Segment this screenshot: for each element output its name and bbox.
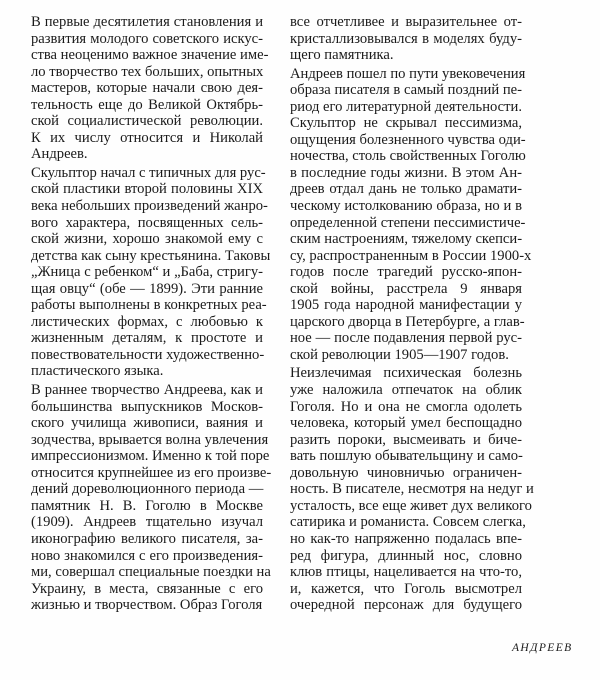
text-line: работы выполнены в конкретных реа-: [31, 297, 267, 314]
text-line: царского дворца в Петербурге, а глав-: [290, 313, 525, 330]
text-line: века небольших произведений жанро-: [31, 198, 268, 215]
text-line: щего памятника.: [290, 47, 394, 64]
text-line: ново знакомился с его произведения-: [31, 547, 263, 564]
text-line: ской войны, расстрела 9 января: [290, 280, 522, 297]
text-line: ской пластики второй половины XIX: [31, 181, 263, 198]
text-line: В раннее творчество Андреева, как и: [31, 382, 263, 399]
right-text-column: [290, 14, 534, 616]
text-line: риод его литературной деятельности.: [290, 98, 522, 115]
text-line: клюв птицы, нацеливается на что-то,: [290, 564, 522, 581]
text-line: жизнью и творчеством. Образ Гоголя: [31, 597, 263, 614]
text-line: ность. В писателе, несмотря на недуг и: [290, 481, 534, 498]
text-line: относится крупнейшее из его произве-: [31, 464, 272, 481]
text-line: листических формах, с любовью к: [31, 313, 263, 330]
text-line: большинства выпускников Москов-: [31, 398, 263, 415]
text-line: детства как сыну крестьянина. Таковы: [31, 247, 271, 264]
paragraph: [290, 65, 532, 364]
paragraph: [31, 14, 269, 163]
text-line: ства неоценимо важное значение име-: [31, 47, 269, 64]
text-line: ским настроениям, тяжелому скепси-: [290, 231, 523, 248]
text-line: ми, совершал специальные поездки на: [31, 564, 271, 581]
text-line: сатирика и романиста. Совсем слегка,: [290, 514, 526, 531]
text-line: повествовательности художественно-: [31, 346, 265, 363]
text-line: В первые десятилетия становления и: [31, 14, 263, 30]
text-line: в последние годы жизни. В этом Ан-: [290, 164, 522, 181]
left-text-column: [31, 14, 272, 616]
text-line: зодчества, врывается волна увлечения: [31, 431, 269, 448]
text-line: и, кажется, что Гоголь высмотрел: [290, 580, 522, 597]
text-line: образа писателя в самый поздний пе-: [290, 82, 522, 99]
text-line: су, распространенным в России 1900-х: [290, 247, 532, 264]
text-line: усталость, все еще живет дух великого: [290, 497, 532, 514]
text-line: довольную чиновничью ограничен-: [290, 464, 522, 481]
text-line: дреев отдал дань не только драмати-: [290, 181, 522, 198]
text-line: ред фигура, длинный нос, словно: [290, 547, 522, 564]
text-line: мастеров, которые начали свою дея-: [31, 80, 263, 97]
text-line: ное — после подавления первой рус-: [290, 330, 522, 347]
text-line: ночества, столь свойственных Гоголю: [290, 148, 526, 165]
text-line: ло творчество тех больших, опытных: [31, 63, 264, 80]
text-line: памятник Н. В. Гоголю в Москве: [31, 497, 263, 514]
text-line: ской революции 1905—1907 годов.: [290, 346, 509, 363]
text-line: щая овцу“ (обе — 1899). Эти ранние: [31, 280, 263, 297]
running-footer: АНДРЕЕВ: [512, 642, 573, 654]
paragraph: [31, 164, 271, 380]
text-line: Гоголя. Но и она не смогла одолеть: [290, 398, 522, 415]
text-line: ощущения болезненного чувства оди-: [290, 131, 526, 148]
text-line: развития молодого советского искус-: [31, 30, 263, 47]
text-line: ской жизни, хорошо знакомой ему с: [31, 231, 263, 248]
text-line: дений дореволюционного периода —: [31, 481, 264, 498]
text-line: но как-то напряженно подалась впе-: [290, 530, 522, 547]
text-line: разить пороки, высмеивать и биче-: [290, 431, 522, 448]
paragraph: [290, 14, 522, 64]
text-line: годов после трагедий русско-япон-: [290, 264, 522, 281]
text-line: импрессионизмом. Именно к той поре: [31, 448, 270, 465]
text-line: определенной степени пессимистиче-: [290, 214, 526, 231]
text-line: Андреев пошел по пути увековечения: [290, 65, 526, 82]
text-line: ской социалистической революции.: [31, 113, 263, 130]
text-line: вого характера, посвященных сель-: [31, 214, 263, 231]
text-line: все отчетливее и выразительнее от-: [290, 14, 522, 30]
text-line: К их числу относится и Николай: [31, 129, 263, 146]
paragraph: [31, 382, 272, 614]
text-line: очередной персонаж для будущего: [290, 597, 522, 614]
text-line: ского училища живописи, ваяния и: [31, 415, 263, 432]
text-line: человека, который умел беспощадно: [290, 415, 522, 432]
paragraph: [290, 365, 534, 614]
text-line: (1909). Андреев тщательно изучал: [31, 514, 263, 531]
text-line: уже наложила отпечаток на облик: [290, 382, 522, 399]
text-line: жизненным деталям, к простоте и: [31, 330, 263, 347]
text-line: Украину, в места, связанные с его: [31, 580, 263, 597]
text-line: тельность еще до Великой Октябрь-: [31, 96, 263, 113]
text-line: „Жница с ребенком“ и „Баба, стригу-: [31, 264, 263, 281]
text-line: 1905 года народной манифестации у: [290, 297, 522, 314]
text-line: иконографию великого писателя, за-: [31, 530, 263, 547]
text-line: пластического языка.: [31, 363, 164, 380]
text-line: Неизлечимая психическая болезнь: [290, 365, 522, 382]
text-line: Скульптор не скрывал пессимизма,: [290, 115, 522, 132]
text-line: ческому истолкованию образа, но и в: [290, 198, 522, 215]
text-line: Скульптор начал с типичных для рус-: [31, 164, 266, 181]
text-line: вать пошлую обывательщину и само-: [290, 448, 523, 465]
text-line: кристаллизовывался в моделях буду-: [290, 30, 522, 47]
text-line: Андреев.: [31, 146, 88, 163]
